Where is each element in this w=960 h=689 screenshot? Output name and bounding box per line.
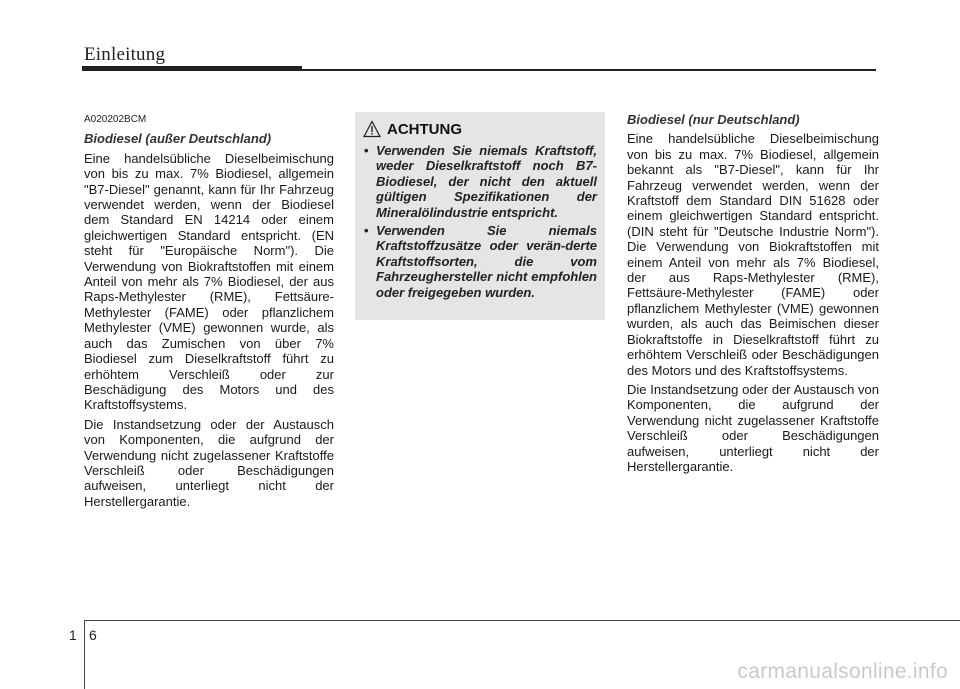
- warning-item: • Verwenden Sie niemals Kraftstoffzusätze oder verän-derte Kraftstoffsorten, die vom Fahrzeughersteller nicht empfohlen oder freigegeben wurden.: [363, 223, 597, 300]
- chapter-number: 1: [69, 627, 77, 643]
- header-rule-thick: [82, 66, 302, 71]
- header-rule-thin: [302, 69, 876, 71]
- document-code: A020202BCM: [84, 114, 147, 125]
- footer-rule: [84, 620, 960, 621]
- left-heading: Biodiesel (außer Deutschland): [84, 131, 272, 147]
- watermark: carmanualsonline.info: [737, 660, 948, 683]
- warning-item: • Verwenden Sie niemals Kraftstoff, weder Dieselkraftstoff noch B7-Biodiesel, der nicht den aktuell gültigen Spezifikationen der Mineralölindustrie entspricht.: [363, 143, 597, 220]
- warning-list: [363, 143, 597, 300]
- footer-divider: [84, 620, 85, 689]
- page-number: 6: [89, 627, 97, 643]
- left-paragraph-2: Die Instandsetzung oder der Austausch von Komponenten, die aufgrund der Verwendung nicht zugelassener Kraftstoffe Verschleiß oder Beschädigungen aufweisen, unterliegt nicht der Herstellergarantie.: [84, 416, 334, 509]
- warning-header: [363, 120, 597, 138]
- left-column: [84, 112, 334, 513]
- right-heading: Biodiesel (nur Deutschland): [627, 112, 800, 127]
- right-column: [627, 112, 879, 478]
- left-paragraph-1: Eine handelsübliche Dieselbeimischung von bis zu max. 7% Biodiesel, allgemein "B7-Diesel" genannt, kann für Ihr Fahrzeug verwendet werden, wenn der Biodiesel dem Standard EN 14214 oder einem gleichwertigen Standard entspricht. (EN steht für "Europäische Norm"). Die Verwendung von Biokraftstoffen mit einem Anteil von mehr als 7% Biodiesel, der aus Raps-Methylester (RME), Fettsäure-Methylester (FAME) oder pflanzlichem Methylester (VME) gewonnen wurde, als auch das Zumischen von über 7% Biodiesel zum Dieselkraftstoff führt zu erhöhtem Verschleiß oder zur Beschädigung des Motors und des Kraftstoffsystems.: [84, 150, 334, 413]
- right-paragraph-1: Eine handelsübliche Dieselbeimischung von bis zu max. 7% Biodiesel, allgemein bekannt als "B7-Diesel", kann für Ihr Fahrzeug verwendet werden, wenn der Kraftstoff dem Standard DIN 51628 oder einem gleichwertigen Standard entspricht. (DIN steht für "Deutsche Industrie Norm"). Die Verwendung von Biokraftstoffen mit einem Anteil von mehr als 7% Biodiesel, der aus Raps-Methylester (RME), Fettsäure-Methylester (FAME) oder pflanzlichem Methylester (VME) gewonnen wurden, als auch das Beimischen dieser Biokraftstoffe in Dieselkraftstoff führt zu erhöhtem Verschleiß oder Beschädigungen des Motors und des Kraftstoffsystems.: [627, 131, 879, 378]
- warning-triangle-icon: [363, 120, 381, 138]
- right-paragraph-2: Die Instandsetzung oder der Austausch von Komponenten, die aufgrund der Verwendung nicht zugelassener Kraftstoffe Verschleiß oder Beschädigungen aufweisen, unterliegt nicht der Herstellergarantie.: [627, 381, 879, 474]
- warning-title: ACHTUNG: [387, 120, 462, 138]
- section-title: Einleitung: [84, 44, 166, 65]
- warning-box: [355, 112, 605, 320]
